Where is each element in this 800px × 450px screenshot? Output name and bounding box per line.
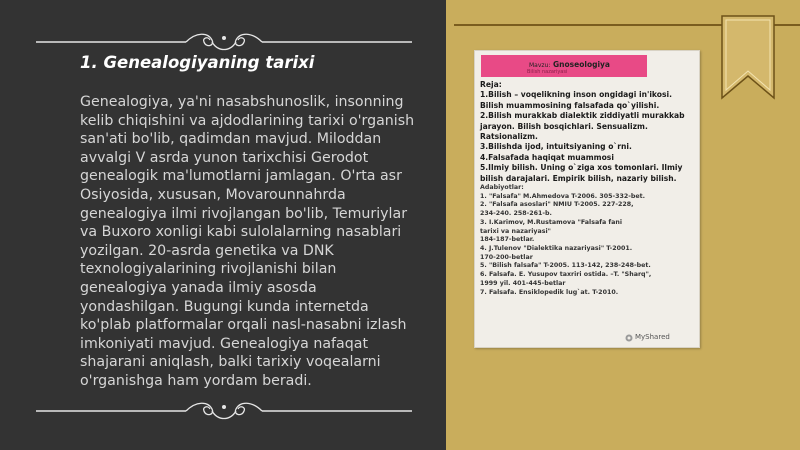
thumbnail-ref: 234-240. 258-261-b. xyxy=(480,210,552,218)
bookmark-ribbon-icon xyxy=(720,14,776,100)
thumbnail-header xyxy=(481,55,647,77)
thumbnail-header-sub: Bilish nazariyasi xyxy=(527,69,568,75)
thumbnail-ref: 1. "Falsafa" M.Ahmedova T-2006. 305-332-bet. xyxy=(480,192,646,200)
thumbnail-ref: 7. Falsafa. Ensiklopedik lug`at. T-2010. xyxy=(480,288,619,296)
ornament-divider-bottom xyxy=(36,399,412,423)
thumbnail-ref: 3. I.Karimov, M.Rustamova "Falsafa fani xyxy=(480,218,623,226)
thumbnail-line: 4.Falsafada haqiqat muammosi xyxy=(480,152,614,162)
myshared-logo-icon xyxy=(625,334,633,342)
thumbnail-ref: 1999 yil. 401-445-betlar xyxy=(480,279,566,287)
thumbnail-ref: 2. "Falsafa asoslari" NMIU T-2005. 227-228, xyxy=(480,201,634,209)
slide-body-text: Genealogiya, ya'ni nasabshunoslik, insonning kelib chiqishini va ajdodlarining tarixi o'rganish san'ati bo'lib, qadimdan mavjud. Miloddan avvalgi V asrda yunon tarixchisi Gerodot genealogik ma'lumotlarni jamlagan. O'rta asr Osiyosida, xususan, Movarounnahrda genealogiya ilmi rivojlangan bo'lib, Temuriylar va Buxoro xonligi kabi sulolalarning nasablari yozilgan. 20-asrda genetika va DNK texnologiyalarining rivojlanishi bilan genealogiya yanada ilmiy asosda yondashilgan. Bugungi kunda internetda ko'plab platformalar orqali nasl-nasabni izlash imkoniyati mavjud. Genealogiya nafaqat shajarani aniqlash, balki tarixiy voqealarni o'rganishga ham yordam beradi. xyxy=(80,94,415,389)
thumbnail-ref: 6. Falsafa. E. Yusupov taxriri ostida. –T. "Sharq", xyxy=(480,271,652,279)
thumbnail-ref: 184-187-betlar. xyxy=(480,236,535,244)
thumbnail-ref: Adabiyotlar: xyxy=(480,184,524,192)
thumbnail-line: 3.Bilishda ijod, intuitsiyaning o`rni. xyxy=(480,142,632,152)
watermark-text: MyShared xyxy=(635,333,670,341)
thumbnail-ref: 4. J.Tulenov "Dialektika nazariyasi" T-2001. xyxy=(480,244,633,252)
slide-title: 1. Genealogiyaning tarixi xyxy=(80,53,315,72)
thumbnail-line: Ratsionalizm. xyxy=(480,132,538,142)
thumbnail-content xyxy=(480,80,700,297)
thumbnail-line: jarayon. Bilish bosqichlari. Sensualizm. xyxy=(480,121,648,131)
thumbnail-ref: 5. "Bilish falsafa" T-2005. 113-142, 238-248-bet. xyxy=(480,262,651,270)
thumbnail-ref: 170-200-betlar xyxy=(480,253,533,261)
ornament-divider-top xyxy=(36,30,412,54)
thumbnail-line: 2.Bilish murakkab dialektik ziddiyatli murakkab xyxy=(480,111,685,121)
thumbnail-line: 1.Bilish – voqelikning inson ongidagi in'ikosi. xyxy=(480,90,672,100)
thumbnail-line: bilish darajalari. Empirik bilish, nazariy bilish. xyxy=(480,173,677,183)
slide-thumbnail-image xyxy=(474,50,700,348)
thumbnail-line: 5.Ilmiy bilish. Uning o`ziga xos tomonlari. Ilmiy xyxy=(480,163,683,173)
thumbnail-header-title xyxy=(529,60,610,69)
thumbnail-ref: tarixi va nazariyasi" xyxy=(480,227,551,235)
thumbnail-line: Reja: xyxy=(480,80,502,89)
thumbnail-header-title-text: Gnoseologiya xyxy=(553,60,610,69)
thumbnail-line: Bilish muammosining falsafada qo`yilishi. xyxy=(480,100,660,110)
thumbnail-header-prefix: Mavzu: xyxy=(529,62,551,69)
